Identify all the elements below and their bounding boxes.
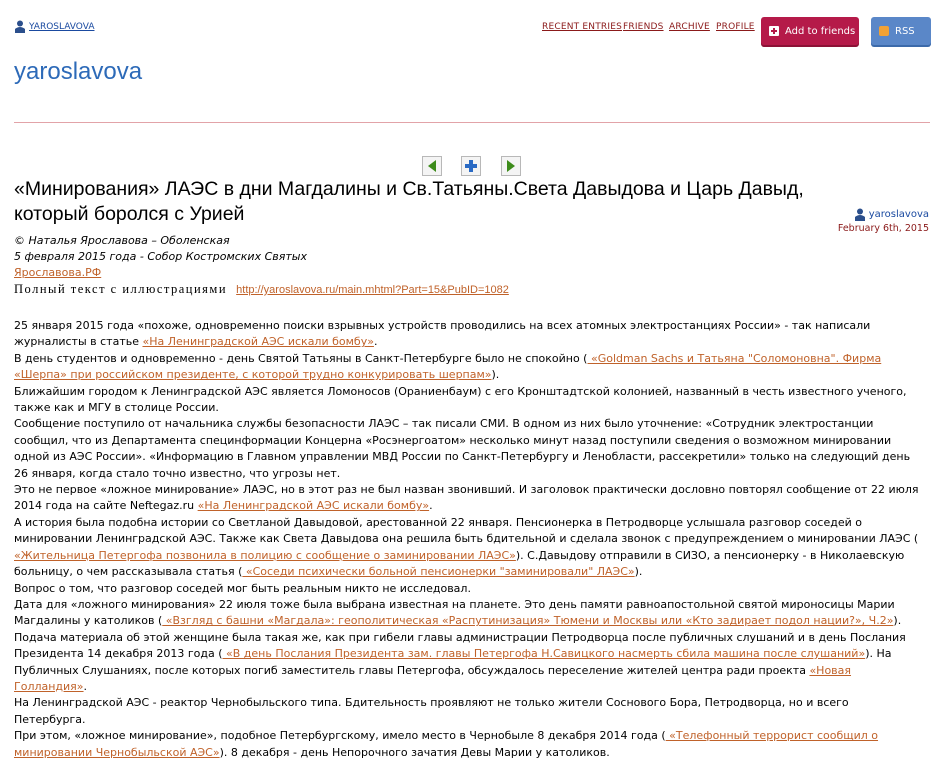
site-link[interactable]: Ярославова.РФ <box>14 266 102 279</box>
next-entry-button[interactable] <box>501 156 521 176</box>
paragraph-text: В день студентов и одновременно - день Святой Татьяны в Санкт-Петербурге было не спокойно ( <box>14 351 588 365</box>
article-link[interactable]: «Жительница Петергофа позвонила в полицию с сообщение о заминировании ЛАЭС» <box>14 548 516 562</box>
paragraph <box>14 351 919 384</box>
paragraph <box>14 384 919 417</box>
post-meta <box>14 233 307 281</box>
article-link[interactable]: «Новая Голландия» <box>14 663 852 693</box>
previous-entry-button[interactable] <box>422 156 442 176</box>
paragraph-text: Это не первое «ложное минирование» ЛАЭС, но в этот раз не был назван звонивший. И заголовок практически дословно повторял сообщение от 22 июля 2014 года на сайте Neftegaz.ru <box>14 483 919 513</box>
fulltext-line <box>14 282 509 297</box>
paragraph-text: ). На Публичных Слушаниях, после которых погиб заместитель главы Петергофа, обсуждалось переселение жителей центра ради проекта <box>14 647 892 677</box>
paragraph-text: ). <box>491 368 500 382</box>
add-to-friends-label: Add to friends <box>785 25 856 37</box>
paragraph-text: Подача материала об этой женщине была такая же, как при гибели главы администрации Петродворца после публичных слушаний и в день Послания Президента 14 декабря 2013 года ( <box>14 630 906 661</box>
article-link[interactable]: «На Ленинградской АЭС искали бомбу» <box>142 335 374 349</box>
add-memory-icon <box>465 160 477 172</box>
article-link[interactable]: «Взгляд с башни «Магдала»: геополитическая «Распутинизация» Тюмени и Москвы или «Кто задирает подол нации?», Ч.2» <box>162 614 894 628</box>
copyright-line: © Наталья Ярославова – Оболенская <box>14 234 230 247</box>
rss-button[interactable] <box>871 17 931 45</box>
article-link[interactable]: «Goldman Sachs и Татьяна "Соломоновна". Фирма «Шерпа» при российском президенте, с которой трудно конкурировать шерпам» <box>14 351 882 382</box>
paragraph-text: Ближайшим городом к Ленинградской АЭС является Ломоносов (Ораниенбаум) с его Кронштадтской колонией, названный в честь известного ученого, также как и МГУ в столице России. <box>14 384 907 415</box>
header-username[interactable]: YAROSLAVOVA <box>29 21 95 32</box>
nav-recent-entries[interactable]: RECENT ENTRIES <box>542 22 623 32</box>
article-link[interactable]: «На Ленинградской АЭС искали бомбу» <box>197 499 430 513</box>
fulltext-label: Полный текст с иллюстрациями <box>14 282 228 296</box>
paragraph-text: . <box>373 335 378 349</box>
journal-title[interactable]: yaroslavova <box>14 58 143 85</box>
user-icon <box>14 20 26 33</box>
post-title: «Минирования» ЛАЭС в дни Магдалины и Св.Татьяны.Света Давыдова и Царь Давыд, который боролся с Урией <box>14 178 804 225</box>
post-author-name[interactable]: yaroslavova <box>868 209 929 220</box>
add-memory-button[interactable] <box>461 156 481 176</box>
paragraph <box>14 728 919 761</box>
article-link[interactable]: «Телефонный террорист сообщил о минировании Чернобыльской АЭС» <box>14 729 879 759</box>
nav-friends[interactable]: FRIENDS <box>623 22 664 32</box>
nav-profile[interactable]: PROFILE <box>716 22 755 32</box>
rss-label: RSS <box>895 25 915 37</box>
header-user-link[interactable] <box>14 20 94 33</box>
paragraph-text: При этом, «ложное минирование», подобное Петербургскому, имело место в Чернобыле 8 декабря 2014 года ( <box>14 729 666 743</box>
paragraph <box>14 630 919 696</box>
paragraph-text: ). <box>634 565 643 579</box>
paragraph-text: А история была подобна истории со Светланой Давыдовой, арестованной 22 января. Пенсионерка в Петродворце услышала разговор соседей о минировании Ленинградской АЭС. Также как Света Давыдова она решила быть бдительной и сделала звонок с предупреждением о минировании ЛАЭС ( <box>14 515 919 546</box>
paragraph-text: Дата для «ложного минирования» 22 июля тоже была выбрана известная на планете. Это день памяти равноапостольной святой мироносицы Марии Магдалины у католиков ( <box>14 597 895 628</box>
rss-icon <box>879 26 889 36</box>
add-to-friends-button[interactable] <box>761 17 859 45</box>
previous-entry-icon <box>428 160 436 172</box>
paragraph-text: ). <box>893 614 902 628</box>
article-link[interactable]: «Соседи психически больной пенсионерки "заминировали" ЛАЭС» <box>242 565 635 579</box>
paragraph-text: 25 января 2015 года «похоже, одновременно поиски взрывных устройств проводились на всех атомных электростанциях России» - так написали журналисты в статье <box>14 319 871 349</box>
next-entry-icon <box>507 160 515 172</box>
paragraph-text: Вопрос о том, что разговор соседей мог быть реальным никто не исследовал. <box>14 581 471 595</box>
fulltext-link[interactable]: http://yaroslavova.ru/main.mhtml?Part=15&PubID=1082 <box>236 284 509 296</box>
paragraph <box>14 581 919 597</box>
post-date[interactable]: February 6th, 2015 <box>837 223 929 234</box>
paragraph-text: На Ленинградской АЭС - реактор Чернобыльского типа. Бдительность проявляют не только жители Соснового Бора, Петродворца, но и всего Петербурга. <box>14 696 849 726</box>
article-link[interactable]: «В день Послания Президента зам. главы Петергофа Н.Савицкого насмерть сбила машина после слушаний» <box>222 647 866 661</box>
nav-archive[interactable]: ARCHIVE <box>669 22 710 32</box>
paragraph <box>14 318 919 351</box>
paragraph <box>14 515 919 581</box>
post-author[interactable] <box>854 208 929 221</box>
paragraph-text: Сообщение поступило от начальника службы безопасности ЛАЭС – так писали СМИ. В одном из них было уточнение: «Сотрудник электростанции сообщил, что из Департамента специнформации Концерна «Росэнергоатом» несколько минут назад поступили сведения о возможном минировании одной из АЭС России». «Информацию в Главном управлении МВД России по Санкт-Петербургу и Ленобласти, рассекретили» только на следующий день 26 января, когда стало точно известно, что угрозы нет. <box>14 417 911 480</box>
paragraph <box>14 597 919 630</box>
paragraph <box>14 416 919 482</box>
user-icon <box>854 208 866 221</box>
post-body <box>14 318 919 761</box>
header-divider <box>14 122 930 123</box>
paragraph <box>14 482 919 515</box>
paragraph-text: . <box>429 499 433 513</box>
add-icon <box>769 26 779 36</box>
paragraph-text: ). 8 декабря - день Непорочного зачатия Девы Марии у католиков. <box>219 745 610 759</box>
paragraph <box>14 695 919 728</box>
date-line: 5 февраля 2015 года - Собор Костромских Святых <box>14 250 307 263</box>
paragraph-text: ). С.Давыдову отправили в СИЗО, а пенсионерку - в Николаевскую больницу, о чем рассказывала статья ( <box>14 548 905 579</box>
paragraph-text: . <box>83 679 88 693</box>
